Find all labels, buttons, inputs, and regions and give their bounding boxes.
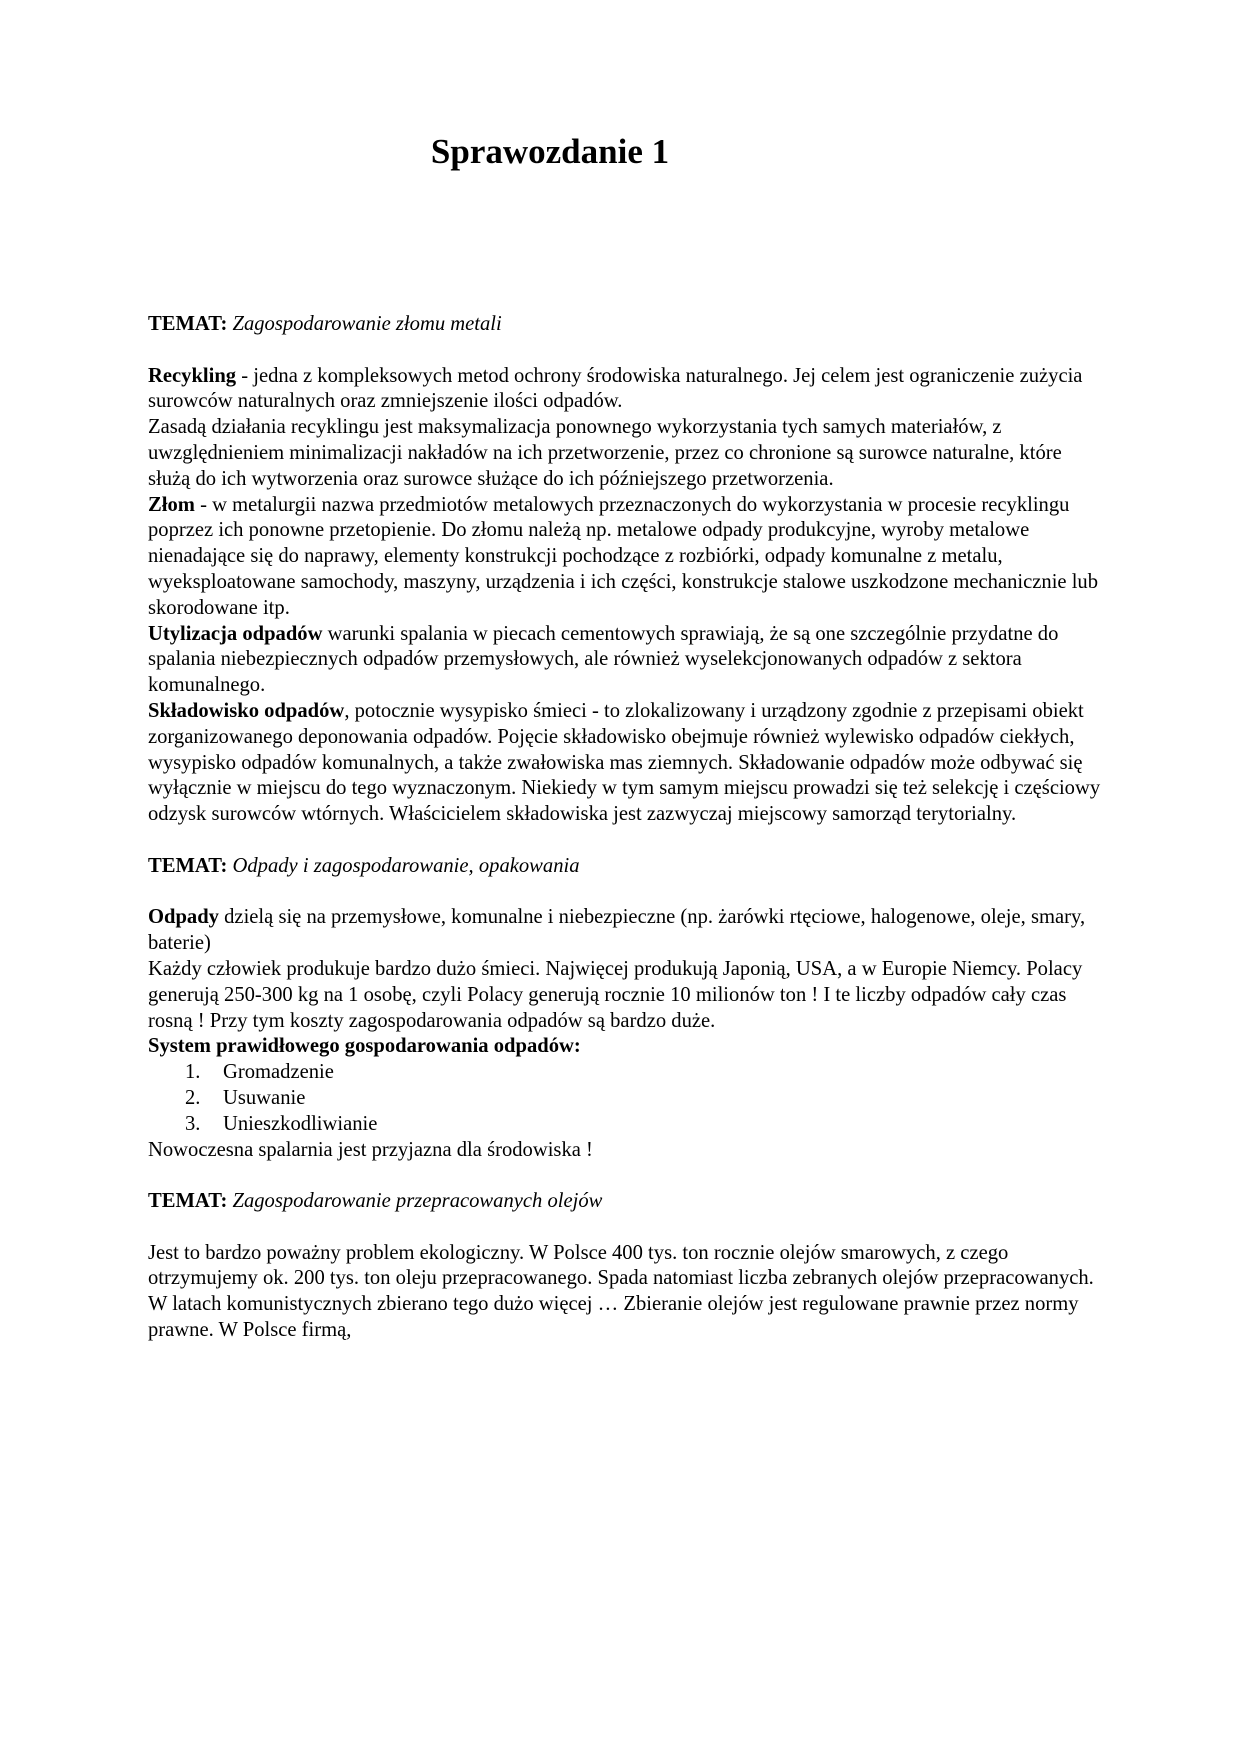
topic-label: TEMAT: bbox=[148, 854, 228, 877]
document-title: Sprawozdanie 1 bbox=[430, 132, 670, 171]
topic-text: Zagospodarowanie złomu metali bbox=[232, 313, 502, 335]
paragraph-zasada bbox=[148, 415, 1108, 492]
paragraph-oleje bbox=[148, 1241, 1108, 1344]
definition: dzielą się na przemysłowe, komunalne i niebezpieczne (np. żarówki rtęciowe, halogenowe, oleje, smary, baterie) bbox=[148, 906, 1086, 955]
spacer bbox=[148, 880, 1108, 906]
topic-text: Zagospodarowanie przepracowanych olejów bbox=[232, 1190, 603, 1213]
document-body bbox=[148, 312, 1108, 1344]
list-number: 2. bbox=[185, 1086, 201, 1109]
numbered-list bbox=[148, 1060, 1108, 1137]
topic-label: TEMAT: bbox=[148, 313, 228, 335]
term: Złom bbox=[148, 493, 195, 516]
term: Recykling bbox=[148, 364, 237, 387]
list-item bbox=[148, 1112, 1108, 1138]
list-item-label: Unieszkodliwianie bbox=[223, 1112, 378, 1135]
term: Utylizacja odpadów bbox=[148, 622, 323, 645]
list-item-label: Usuwanie bbox=[223, 1086, 306, 1109]
topic-text: Odpady i zagospodarowanie, opakowania bbox=[232, 854, 580, 877]
spacer bbox=[148, 338, 1108, 364]
definition: - jedna z kompleksowych metod ochrony środowiska naturalnego. Jej celem jest ograniczenie zużycia surowców naturalnych oraz zmniejszenie ilości odpadów. bbox=[148, 364, 1083, 413]
paragraph-zlom bbox=[148, 493, 1108, 622]
term: Składowisko odpadów bbox=[148, 699, 345, 722]
list-heading: System prawidłowego gospodarowania odpadów: bbox=[148, 1035, 581, 1058]
definition: , potocznie wysypisko śmieci - to zlokalizowany i urządzony zgodnie z przepisami obiekt zorganizowanego deponowania odpadów. Pojęcie składowisko obejmuje również wylewisko odpadów ciekłych, wysypisko odpadów komunalnych, a także zwałowiska mas ziemnych. Składowanie odpadów może odbywać się wyłącznie w miejscu do tego wyznaczonym. Niekiedy w tym samym miejscu prowadzi się też selekcję i częściowy odzysk surowców wtórnych. Właścicielem składowiska jest zazwyczaj miejscowy samorząd terytorialny. bbox=[148, 699, 1101, 826]
paragraph-text: Każdy człowiek produkuje bardzo dużo śmieci. Najwięcej produkują Japonią, USA, a w Europie Niemcy. Polacy generują 250-300 kg na 1 osobę, czyli Polacy generują rocznie 10 milionów ton ! I te liczby odpadów cały czas rosną ! Przy tym koszty zagospodarowania odpadów są bardzo duże. bbox=[148, 957, 1083, 1032]
list-number: 3. bbox=[185, 1112, 201, 1135]
section-topic bbox=[148, 312, 1108, 338]
paragraph-odpady bbox=[148, 905, 1108, 957]
list-item bbox=[148, 1086, 1108, 1112]
list-number: 1. bbox=[185, 1061, 201, 1084]
definition: - w metalurgii nazwa przedmiotów metalowych przeznaczonych do wykorzystania w procesie recyklingu poprzez ich ponowne przetopienie. Do złomu należą np. metalowe odpady produkcyjne, wyroby metalowe nienadające się do naprawy, elementy konstrukcji pochodzące z rozbiórki, odpady komunalne z metalu, wyeksploatowane samochody, maszyny, urządzenia i ich części, konstrukcje stalowe uszkodzone mechanicznie lub skorodowane itp. bbox=[148, 493, 1099, 619]
topic-label: TEMAT: bbox=[148, 1190, 228, 1213]
closing-statement: Nowoczesna spalarnia jest przyjazna dla środowiska ! bbox=[148, 1138, 593, 1161]
paragraph-kazdy bbox=[148, 957, 1108, 1034]
section-topic bbox=[148, 854, 1108, 880]
list-item bbox=[148, 1060, 1108, 1086]
spacer bbox=[148, 1215, 1108, 1241]
paragraph-text: Jest to bardzo poważny problem ekologiczny. W Polsce 400 tys. ton rocznie olejów smarowych, z czego otrzymujemy ok. 200 tys. ton oleju przepracowanego. Spada natomiast liczba zebranych olejów przepracowanych. W latach komunistycznych zbierano tego dużo więcej … Zbieranie olejów jest regulowane prawnie przez normy prawne. W Polsce firmą, bbox=[148, 1241, 1094, 1342]
paragraph-recykling bbox=[148, 364, 1108, 416]
paragraph-utylizacja bbox=[148, 622, 1108, 699]
section-topic bbox=[148, 1189, 1108, 1215]
definition: warunki spalania w piecach cementowych sprawiają, że są one szczególnie przydatne do spalania niebezpiecznych odpadów przemysłowych, ale również wyselekcjonowanych odpadów z sektora komunalnego. bbox=[148, 622, 1059, 697]
spacer bbox=[148, 1163, 1108, 1189]
paragraph-skladowisko bbox=[148, 699, 1108, 828]
paragraph-text: Zasadą działania recyklingu jest maksymalizacja ponownego wykorzystania tych samych materiałów, z uwzględnieniem minimalizacji nakładów na ich przetworzenie, przez co chronione są surowce naturalne, które służą do ich wytworzenia oraz surowce służące do ich późniejszego przetworzenia. bbox=[148, 416, 1062, 490]
list-item-label: Gromadzenie bbox=[223, 1061, 334, 1084]
spacer bbox=[148, 828, 1108, 854]
term: Odpady bbox=[148, 906, 219, 929]
